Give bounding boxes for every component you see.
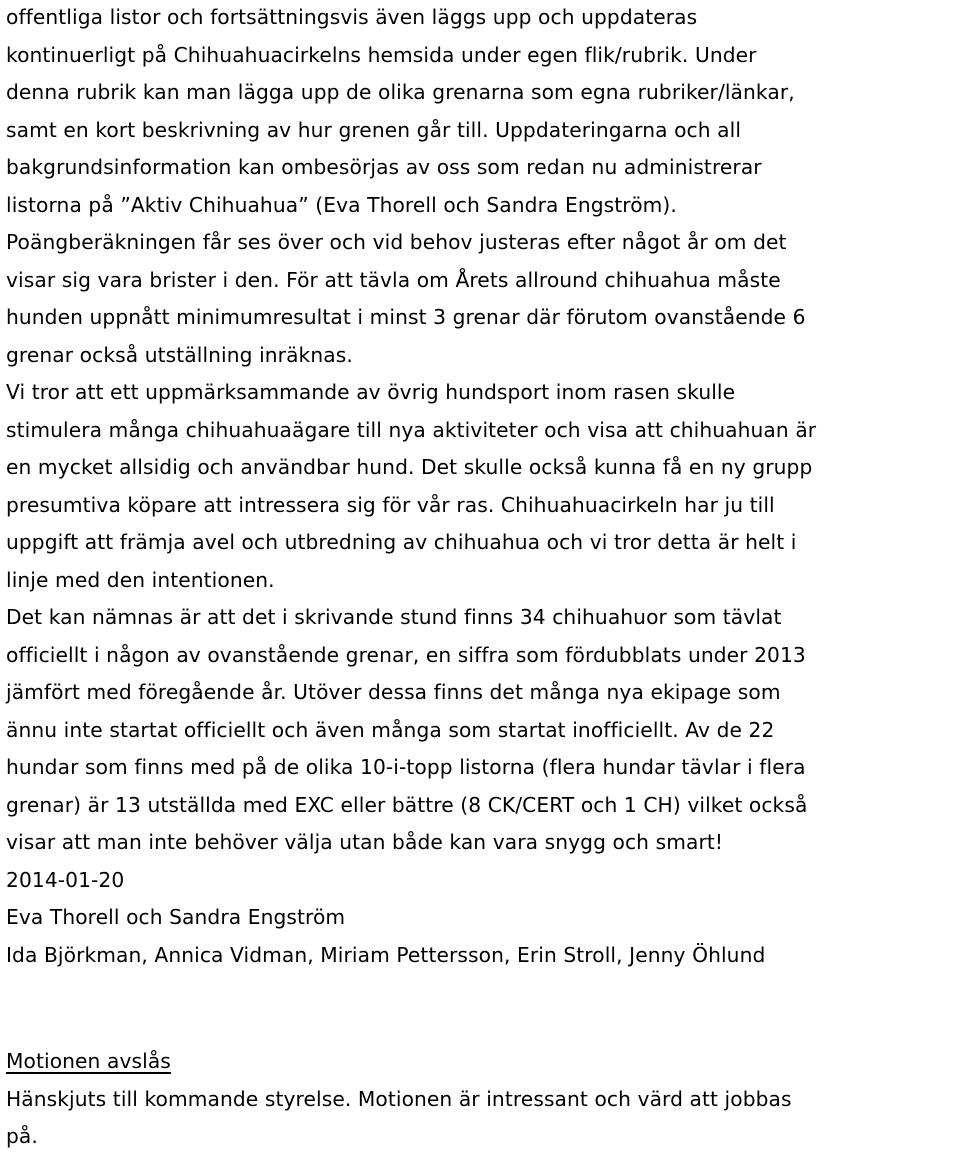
text-line: officiellt i någon av ovanstående grenar, en siffra som fördubblats under 2013 <box>6 642 806 667</box>
decision-text <box>6 1081 958 1156</box>
text-line: jämfört med föregående år. Utöver dessa finns det många nya ekipage som <box>6 680 781 704</box>
text-line: linje med den intentionen. <box>6 567 275 592</box>
decision-heading: Motionen avslås <box>6 1049 171 1073</box>
paragraph-motivation <box>6 374 958 599</box>
text-line: Vi tror att ett uppmärksammande av övrig hundsport inom rasen skulle <box>6 380 736 404</box>
paragraph-statistics <box>6 599 958 862</box>
text-line: Hänskjuts till kommande styrelse. Motionen är intressant och värd att jobbas <box>6 1086 792 1111</box>
text-line: presumtiva köpare att intressera sig för vår ras. Chihuahuacirkeln har ju till <box>6 492 775 517</box>
document-date: 2014-01-20 <box>6 867 125 892</box>
text-line: Poängberäkningen får ses över och vid behov justeras efter något år om det <box>6 230 787 254</box>
text-line: visar sig vara brister i den. För att tävla om Årets allround chihuahua måste <box>6 267 781 292</box>
text-line: ännu inte startat officiellt och även många som startat inofficiellt. Av de 22 <box>6 717 775 742</box>
paragraph-proposal-details <box>6 0 958 374</box>
text-line: grenar också utställning inräknas. <box>6 342 353 367</box>
text-line: stimulera många chihuahuaägare till nya aktiviteter och visa att chihuahuan är <box>6 417 817 442</box>
text-line: Det kan nämnas är att det i skrivande stund finns 34 chihuahuor som tävlat <box>6 605 782 629</box>
text-line: bakgrundsinformation kan ombesörjas av oss som redan nu administrerar <box>6 155 762 179</box>
text-line: visar att man inte behöver välja utan både kan vara snygg och smart! <box>6 830 724 854</box>
document-cosigners: Ida Björkman, Annica Vidman, Miriam Pettersson, Erin Stroll, Jenny Öhlund <box>6 942 766 967</box>
text-line: samt en kort beskrivning av hur grenen går till. Uppdateringarna och all <box>6 117 742 142</box>
text-line: en mycket allsidig och användbar hund. Det skulle också kunna få en ny grupp <box>6 455 813 479</box>
text-line: grenar) är 13 utställda med EXC eller bättre (8 CK/CERT och 1 CH) vilket också <box>6 792 808 817</box>
text-line: på. <box>6 1124 38 1148</box>
text-line: hunden uppnått minimumresultat i minst 3 grenar där förutom ovanstående 6 <box>6 305 806 329</box>
text-line: kontinuerligt på Chihuahuacirkelns hemsida under egen flik/rubrik. Under <box>6 42 757 67</box>
text-line: denna rubrik kan man lägga upp de olika grenarna som egna rubriker/länkar, <box>6 80 795 104</box>
blank-space <box>6 974 958 1043</box>
text-line: uppgift att främja avel och utbredning av chihuahua och vi tror detta är helt i <box>6 530 797 554</box>
text-line: listorna på ”Aktiv Chihuahua” (Eva Thorell och Sandra Engström). <box>6 192 677 217</box>
document-body <box>6 0 958 1156</box>
text-line: hundar som finns med på de olika 10-i-topp listorna (flera hundar tävlar i flera <box>6 755 806 779</box>
text-line: offentliga listor och fortsättningsvis även läggs upp och uppdateras <box>6 5 698 29</box>
document-authors: Eva Thorell och Sandra Engström <box>6 905 346 929</box>
